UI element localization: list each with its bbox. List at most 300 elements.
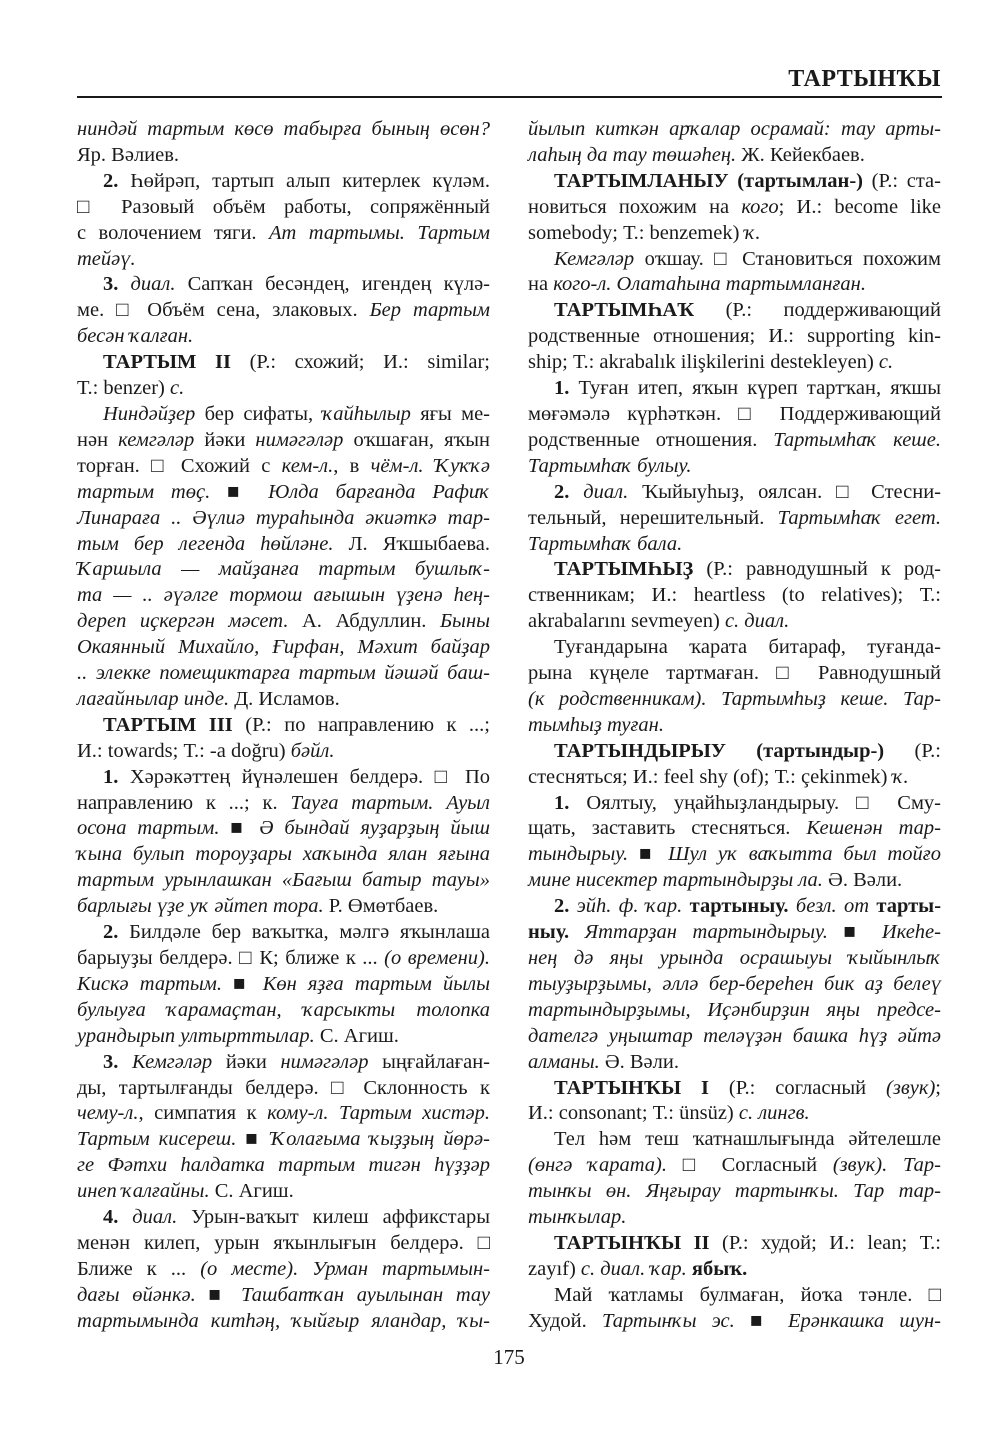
text-line (528, 687, 941, 713)
text-line (528, 247, 941, 273)
roman-run: Т.: benzer) (77, 377, 170, 400)
bold-run: ныу. (528, 921, 570, 944)
text-line (528, 1050, 941, 1076)
bold-run: тарты- (869, 895, 942, 918)
text-line (77, 816, 490, 842)
text-line (528, 557, 941, 583)
roman-run: на (528, 273, 554, 296)
text-line (528, 195, 941, 221)
text-line (77, 1127, 490, 1153)
text-line (528, 169, 941, 195)
italic-run: ге Фәтхи һалдатка тартым тигән һүҙҙәр (77, 1154, 490, 1177)
italic-run: Тартымһаҡ кеше. (773, 428, 941, 451)
text-line (528, 972, 941, 998)
italic-run: тым бер легенда һөйләне. (77, 532, 334, 555)
italic-run: Ташбатҡан ауылынан тау (241, 1283, 490, 1306)
text-line (77, 609, 490, 635)
text-line (77, 1257, 490, 1283)
roman-run: йәки (212, 1050, 281, 1073)
roman-run: С. Агиш. (209, 1180, 294, 1203)
text-line (528, 1024, 941, 1050)
text-line (528, 661, 941, 687)
text-line (528, 272, 941, 298)
roman-run: А. Абдуллин. (288, 610, 440, 633)
bold-run: 2. (554, 895, 570, 918)
entry-paragraph (528, 791, 941, 895)
italic-run: Кемгәләр (118, 1050, 213, 1073)
text-line (77, 739, 490, 765)
text-line (77, 894, 490, 920)
header-rule (77, 96, 942, 98)
roman-run: мөғәмәлә күрһәткән. □ Поддерживающий (528, 402, 941, 425)
text-line (77, 402, 490, 428)
text-line (77, 1050, 490, 1076)
page-number: 175 (493, 1345, 525, 1369)
roman-run: яғы ме- (410, 402, 490, 425)
entry-paragraph (528, 1076, 941, 1128)
bold-run: ТАРТЫМҺЫҘ (554, 558, 694, 581)
italic-run: тейәү. (77, 247, 136, 270)
text-line (77, 920, 490, 946)
roman-run: Р. Өмөтбаев. (323, 895, 439, 918)
italic-run: Юлда барғанда Рафиҡ (268, 480, 490, 503)
italic-run: йылып киткән арҡалар осрамай: тау арты- (528, 118, 941, 140)
roman-run: ■ (734, 1309, 788, 1332)
text-line (77, 972, 490, 998)
text-line (77, 946, 490, 972)
roman-run: Тел һәм теш ҡатнашлығында әйтелешле (554, 1128, 941, 1151)
text-line (77, 1309, 490, 1335)
roman-run: Ж. Кейекбаев. (736, 143, 865, 166)
italic-run: Яттарҙан тартындырыу. (569, 921, 828, 944)
roman-run: Худой. (528, 1309, 603, 1332)
roman-run: Май ҡатламы булмаған, йоҡа тәнле. □ (554, 1283, 941, 1306)
italic-run: безл. от (788, 895, 870, 918)
text-line (528, 868, 941, 894)
roman-run: (Р.: (884, 739, 941, 762)
roman-run: стесняться; И.: feel shy (of); Т.: çekinmek) (528, 765, 893, 788)
bold-run: 2. (103, 921, 119, 944)
roman-run: барыуҙы белдерә. □ К; ближе к ... (77, 947, 385, 969)
text-line (528, 791, 941, 817)
text-line (77, 1205, 490, 1231)
italic-run: Кемгәләр (554, 247, 635, 270)
italic-run: Тартынҡы эс. (602, 1309, 735, 1332)
roman-run: ыңғайлаған- (368, 1050, 490, 1073)
italic-run: Быны (439, 610, 490, 633)
roman-run: ■ (628, 843, 669, 866)
entry-paragraph (77, 1205, 490, 1335)
right-column (528, 117, 941, 1335)
text-line (77, 272, 490, 298)
roman-run: йәки (194, 428, 256, 451)
roman-run: Ә. Вәли. (599, 1050, 679, 1073)
italic-run: нимәгәләр (255, 428, 344, 451)
text-line (77, 842, 490, 868)
text-line (528, 402, 941, 428)
roman-run: zayıf) (528, 1257, 581, 1280)
bold-run: ТАРТЫМЛАНЫУ (тартымлан-) (554, 169, 863, 192)
italic-run: тартым төҫ. (77, 480, 211, 503)
italic-run: барлығы үҙе уҡ әйтеп тора. (77, 895, 324, 918)
roman-run: Урын-ваҡыт килеш аффикстары (177, 1206, 491, 1229)
italic-run: бесән ҡалған. (77, 325, 194, 348)
entry-paragraph (77, 350, 490, 402)
entry-paragraph (77, 713, 490, 765)
italic-run: Окаянный Михайло, Ғирфан, Мәхит байҙар (77, 636, 490, 659)
text-line (77, 1024, 490, 1050)
roman-run: бер сифаты, (195, 402, 323, 425)
text-line (77, 687, 490, 713)
text-line (528, 920, 941, 946)
italic-run: с. (878, 351, 894, 374)
entry-paragraph (528, 376, 941, 480)
roman-run: родственные отношения; И.: supporting kin- (528, 325, 941, 348)
text-line (528, 894, 941, 920)
roman-run: (Р.: схожий; И.: similar; (230, 351, 490, 374)
bold-run: ТАРТЫНҠЫ II (554, 1231, 710, 1254)
roman-run: ды, тартылғанды белдерә. □ Склонность к (77, 1076, 490, 1099)
italic-run: булыуға ҡарамаҫтан, ҡарсыкты толопка (77, 998, 490, 1021)
italic-run: чему-л. (77, 1102, 139, 1125)
text-line (528, 583, 941, 609)
roman-run: ship; Т.: akrabalık ilişkilerini destekleyen) (528, 351, 879, 374)
roman-run: рына күңеле тартмаған. □ Равнодушный (528, 662, 941, 685)
roman-run: (Р.: поддерживающий (694, 299, 941, 322)
text-line (77, 324, 490, 350)
italic-run: кемгәләр (118, 428, 195, 451)
entry-paragraph (77, 169, 490, 273)
text-line (528, 765, 941, 791)
text-line (77, 998, 490, 1024)
bold-run: ТАРТЫМҺАҠ (554, 299, 695, 322)
italic-run: лаһың да тау төшәһең. (528, 143, 737, 166)
italic-run: (звук) (886, 1076, 936, 1099)
roman-run: новиться похожим на (528, 195, 742, 218)
italic-run: тартым урынлашкан «Бағыш батыр тауы» (77, 869, 490, 892)
roman-run: ; (935, 1076, 941, 1099)
running-head: ТАРТЫНҠЫ (788, 66, 941, 92)
italic-run: Ат тартымы. Тартым (269, 221, 490, 244)
roman-run: ■ (210, 480, 269, 503)
bold-run: 4. (103, 1206, 119, 1229)
roman-run: somebody; Т.: benzemek) (528, 221, 745, 244)
italic-run: нең дә яңы урында осрашыуы ҡыйынлыҡ (528, 947, 941, 969)
italic-run: ҡ. (892, 765, 909, 788)
italic-run: ҡайһылыр (322, 402, 411, 425)
italic-run: с. лингв. (738, 1102, 810, 1125)
text-line (77, 532, 490, 558)
entry-paragraph (77, 920, 490, 1050)
text-line (77, 1153, 490, 1179)
roman-run: С. Агиш. (314, 1024, 399, 1047)
text-line (528, 1153, 941, 1179)
roman-run: оҡшау. □ Становиться похожим (634, 247, 941, 270)
text-line (77, 1231, 490, 1257)
bold-run: ябыҡ. (686, 1257, 748, 1280)
italic-run: кого-л. Олатаһына тартымланған. (553, 273, 866, 296)
bold-run: 1. (554, 791, 570, 814)
text-line (77, 506, 490, 532)
italic-run: Ерәнкашка шун- (787, 1309, 941, 1332)
roman-run: ; И.: become like (778, 195, 941, 218)
entry-paragraph (528, 557, 941, 635)
text-line (77, 1101, 490, 1127)
italic-run: ҡ. (744, 221, 761, 244)
roman-run: (Р.: ста- (863, 169, 941, 192)
roman-run: ■ (221, 972, 263, 995)
text-line (77, 557, 490, 583)
roman-run: (Р.: согласный (708, 1076, 887, 1099)
text-line (528, 609, 941, 635)
roman-run: торған. □ Схожий с (77, 454, 282, 477)
italic-run: ҡына булып тороуҙары хаҡында ялан яғына (77, 843, 490, 866)
entry-paragraph (528, 117, 941, 169)
italic-run: Линараға .. Әүлиә тураһында әкиәткә тар- (77, 506, 490, 529)
roman-run: Сапҡан бесәндең, игендең күлә- (175, 273, 490, 296)
roman-run: направлению к ...; к. (77, 791, 291, 814)
text-line (77, 247, 490, 273)
roman-run: Ә. Вәли. (822, 869, 903, 892)
text-line (528, 324, 941, 350)
roman-run: Оялтыу, уңайһыҙландырыу. □ Сму- (569, 791, 941, 814)
italic-run: (о месте). Урман тартымын- (200, 1257, 490, 1280)
text-line (528, 842, 941, 868)
roman-run: И.: consonant; Т.: ünsüz) (528, 1102, 739, 1125)
roman-run: Һөйрәп, тартып алып китерлек күләм. (118, 169, 490, 192)
entry-paragraph (528, 480, 941, 558)
italic-run: (о времени). (384, 947, 490, 969)
roman-run: (Р.: равнодушный к род- (693, 558, 941, 581)
italic-run: диал. (118, 1206, 178, 1229)
bold-run: тартыныу. (682, 895, 789, 918)
italic-run: с. диал. (724, 610, 790, 633)
text-line (528, 1101, 941, 1127)
entry-paragraph (77, 117, 490, 169)
italic-run: Ҡаршыла — майҙанға тартым бушлыҡ- (77, 558, 490, 581)
italic-run: Шул уҡ ваҡытта был тойғо (668, 843, 941, 866)
italic-run: диал. (569, 480, 629, 503)
text-line (528, 1205, 941, 1231)
roman-run: ■ (827, 921, 882, 944)
roman-run: Яр. Вәлиев. (77, 143, 180, 166)
text-line (77, 350, 490, 376)
text-line (528, 1076, 941, 1102)
roman-run: с волочением тяги. (77, 221, 269, 244)
left-column (77, 117, 490, 1335)
italic-run: инеп ҡалғайны. (77, 1180, 210, 1203)
text-line (77, 713, 490, 739)
text-line (528, 1283, 941, 1309)
italic-run: .. элекке помещиктарға тартым йәшәй баш- (77, 662, 490, 685)
roman-run: ■ (236, 1128, 271, 1151)
roman-run: менән килеп, урын яҡынлығын белдерә. □ (77, 1231, 490, 1254)
roman-run: akrabalarını sevmeyen) (528, 610, 725, 633)
italic-run: кого (741, 195, 779, 218)
entry-paragraph (528, 635, 941, 739)
italic-run: тымһыҙ туған. (528, 713, 664, 736)
italic-run: осона тартым. (77, 817, 220, 840)
text-line (528, 1257, 941, 1283)
roman-run: Билдәле бер ваҡытка, мәлгә яҡынлаша (118, 921, 490, 944)
roman-run: □ Разовый объём работы, сопряжённый (77, 195, 490, 218)
text-line (528, 454, 941, 480)
italic-run: тыуҙырҙымы, әллә бер-береһен бик аҙ белеү (528, 972, 941, 995)
text-line (528, 532, 941, 558)
italic-run: лағайнылар инде. (77, 687, 230, 710)
roman-run: ■ (195, 1283, 242, 1306)
roman-run: щать, заставить стесняться. (528, 817, 807, 840)
text-line (77, 583, 490, 609)
text-line (528, 1309, 941, 1335)
italic-run: дереп иҫкергән мәсет. (77, 610, 289, 633)
italic-run: Икеһе- (881, 921, 941, 944)
text-line (528, 350, 941, 376)
roman-run: И.: towards; Т.: -a doğru) (77, 739, 291, 762)
entry-paragraph (77, 765, 490, 920)
italic-run: Көн яҙға тартым йылы (262, 972, 490, 995)
text-line (528, 739, 941, 765)
entry-paragraph (528, 894, 941, 1075)
italic-run: с. (170, 377, 185, 400)
text-line (528, 506, 941, 532)
italic-run: кому-л. Тартым хистәр. (267, 1102, 490, 1125)
italic-run: эйһ. ф. ҡар. (569, 895, 683, 918)
roman-run: Ҡыйыуһыҙ, оялсан. □ Стесни- (628, 480, 942, 503)
text-line (77, 169, 490, 195)
bold-run: ТАРТЫНДЫРЫУ (тартындыр-) (554, 739, 885, 762)
bold-run: 2. (554, 480, 570, 503)
italic-run: тынҡы өн. Яңғырау тартынҡы. Тар тар- (528, 1180, 941, 1203)
italic-run: алманы. (528, 1050, 600, 1073)
entry-paragraph (77, 1050, 490, 1205)
italic-run: диал. (118, 273, 176, 296)
italic-run: Тауға тартым. Ауыл (290, 791, 490, 814)
italic-run: ниндәй тартым көсө табырға бының өсөн? (77, 118, 490, 140)
italic-run: Бер тартым (369, 299, 490, 322)
entry-paragraph (528, 1127, 941, 1231)
text-line (77, 117, 490, 143)
italic-run: тартымында китһәң, ҡыйғыр яландар, ҡы- (77, 1309, 490, 1332)
italic-run: (звук). Тар- (832, 1154, 941, 1177)
italic-run: Ҡолағыма ҡыҙҙың йөрә- (270, 1128, 490, 1151)
roman-run: родственные отношения. (528, 428, 774, 451)
text-line (528, 1231, 941, 1257)
roman-run: оҡшаған, яҡын (343, 428, 490, 451)
text-line (528, 1127, 941, 1153)
entry-paragraph (528, 1231, 941, 1283)
bold-run: 3. (103, 1050, 119, 1073)
text-line (77, 298, 490, 324)
entry-paragraph (77, 272, 490, 350)
text-line (528, 428, 941, 454)
text-line (77, 221, 490, 247)
italic-run: дағы өйәнкә. (77, 1283, 196, 1306)
roman-run: (Р.: худой; И.: lean; Т.: (709, 1231, 941, 1254)
text-line (77, 143, 490, 169)
text-line (528, 713, 941, 739)
roman-run: (Р.: по направлению к ...; (232, 713, 490, 736)
bold-run: ТАРТЫМ II (103, 351, 231, 374)
roman-run: ственникам; И.: heartless (to relatives); Т.: (528, 584, 941, 607)
bold-run: 1. (554, 377, 570, 400)
roman-run: □ Согласный (666, 1154, 833, 1177)
italic-run: та — .. әүәлге тормош ағышын үҙенә һең- (77, 584, 490, 607)
entry-paragraph (528, 298, 941, 376)
italic-run: бәйл. (290, 739, 335, 762)
text-line (77, 1179, 490, 1205)
italic-run: Тартымһаҡ булыу. (528, 454, 692, 477)
text-line (77, 195, 490, 221)
roman-run: Туғандарына ҡарата битараф, туғанда- (554, 636, 941, 659)
text-line (528, 298, 941, 324)
text-line (528, 376, 941, 402)
roman-run: ■ (219, 817, 260, 840)
roman-run: Л. Яҡшыбаева. (333, 532, 490, 555)
roman-run: нән (77, 428, 119, 451)
entry-paragraph (528, 247, 941, 299)
text-line (77, 376, 490, 402)
italic-run: Тартым кисереш. (77, 1128, 237, 1151)
text-line (528, 480, 941, 506)
italic-run: Тартымһаҡ бала. (528, 532, 683, 555)
italic-run: Кешенән тар- (806, 817, 941, 840)
text-line (77, 1076, 490, 1102)
text-line (528, 816, 941, 842)
entry-paragraph (528, 739, 941, 791)
roman-run: Туған итеп, яҡын күреп тартҡан, яҡшы (569, 377, 941, 400)
italic-run: чём-л. Ҡуҡҡә (370, 454, 490, 477)
text-line (528, 998, 941, 1024)
italic-run: кем-л. (281, 454, 334, 477)
italic-run: тартындырҙымы, Иҫәнбирҙин яңы предсе- (528, 998, 941, 1021)
text-line (77, 868, 490, 894)
italic-run: дателгә уңыштар теләүҙән башка һүҙ әйтә (528, 1024, 941, 1047)
roman-run: ме. □ Объём сена, злаковых. (77, 299, 370, 322)
italic-run: (өнгә ҡарата). (528, 1154, 667, 1177)
text-line (77, 765, 490, 791)
entry-paragraph (528, 1283, 941, 1335)
roman-run: , симпатия к (138, 1102, 268, 1125)
entry-paragraph (528, 169, 941, 247)
italic-run: урандырып ултырттылар. (77, 1024, 315, 1047)
italic-run: нимәгәләр (280, 1050, 369, 1073)
italic-run: Ниндәйҙер (103, 402, 196, 425)
text-line (77, 480, 490, 506)
text-line (528, 143, 941, 169)
bold-run: 3. (103, 273, 119, 296)
roman-run: тельный, нерешительный. (528, 506, 778, 529)
italic-run: Ә бындай яуҙарҙың йыш (259, 817, 490, 840)
text-line (77, 454, 490, 480)
text-line (528, 221, 941, 247)
roman-run: Ближе к ... (77, 1257, 201, 1280)
italic-run: (к родственникам). Тартымһыҙ кеше. Тар- (528, 687, 941, 710)
bold-run: ТАРТЫНҠЫ I (554, 1076, 709, 1099)
roman-run: Хәрәкәттең йүнәлешен белдерә. □ По (118, 765, 490, 788)
text-line (528, 946, 941, 972)
text-line (528, 1179, 941, 1205)
italic-run: с. диал. ҡар. (580, 1257, 687, 1280)
roman-run: , в (333, 454, 371, 477)
entry-paragraph (77, 402, 490, 713)
italic-run: тындырыу. (528, 843, 629, 866)
text-line (77, 635, 490, 661)
italic-run: тынҡылар. (528, 1206, 627, 1229)
text-line (528, 117, 941, 143)
bold-run: ТАРТЫМ III (103, 713, 233, 736)
roman-run: Д. Исламов. (229, 687, 340, 710)
